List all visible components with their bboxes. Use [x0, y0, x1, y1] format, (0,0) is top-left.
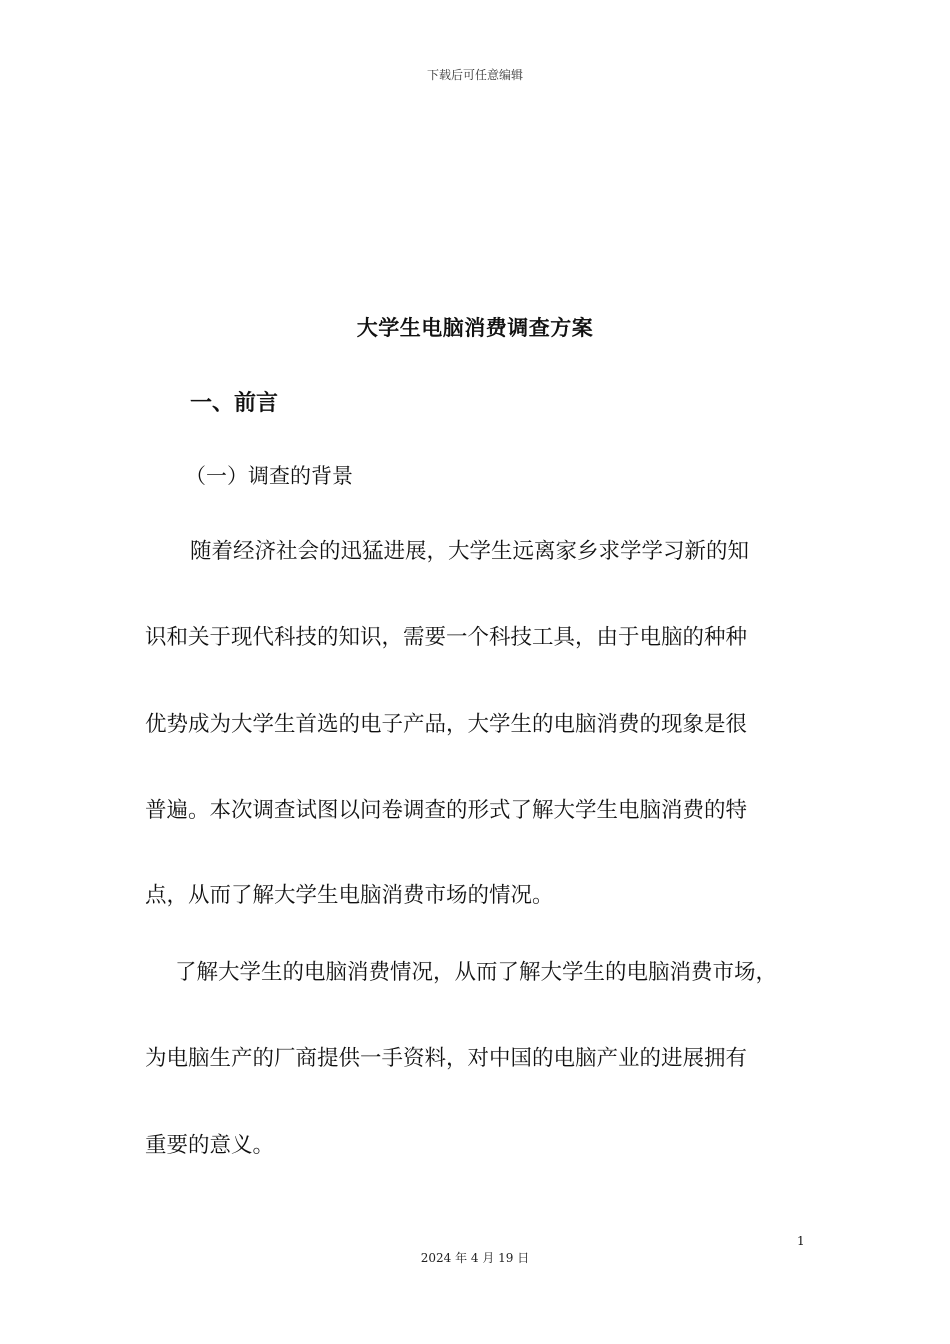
paragraph-1-line-1: 随着经济社会的迅猛进展，大学生远离家乡求学学习新的知 [190, 539, 750, 564]
document-title: 大学生电脑消费调查方案 [356, 316, 594, 340]
paragraph-1-line-5: 点，从而了解大学生电脑消费市场的情况。 [145, 883, 554, 908]
section-heading: 一、前言 [190, 391, 279, 416]
paragraph-2-line-1: 了解大学生的电脑消费情况，从而了解大学生的电脑消费市场， [175, 960, 778, 985]
page-number: 1 [797, 1234, 805, 1248]
paragraph-1-line-4: 普遍。本次调查试图以问卷调查的形式了解大学生电脑消费的特 [145, 798, 748, 823]
paragraph-2-line-2: 为电脑生产的厂商提供一手资料，对中国的电脑产业的进展拥有 [145, 1046, 748, 1071]
paragraph-1-line-3: 优势成为大学生首选的电子产品，大学生的电脑消费的现象是很 [145, 712, 748, 737]
subsection-heading: （一）调查的背景 [185, 464, 353, 488]
footer-date: 2024 年 4 月 19 日 [420, 1251, 530, 1265]
paragraph-1-line-2: 识和关于现代科技的知识，需要一个科技工具，由于电脑的种种 [145, 625, 748, 650]
paragraph-2-line-3: 重要的意义。 [145, 1133, 275, 1158]
header-note: 下载后可任意编辑 [426, 68, 523, 82]
